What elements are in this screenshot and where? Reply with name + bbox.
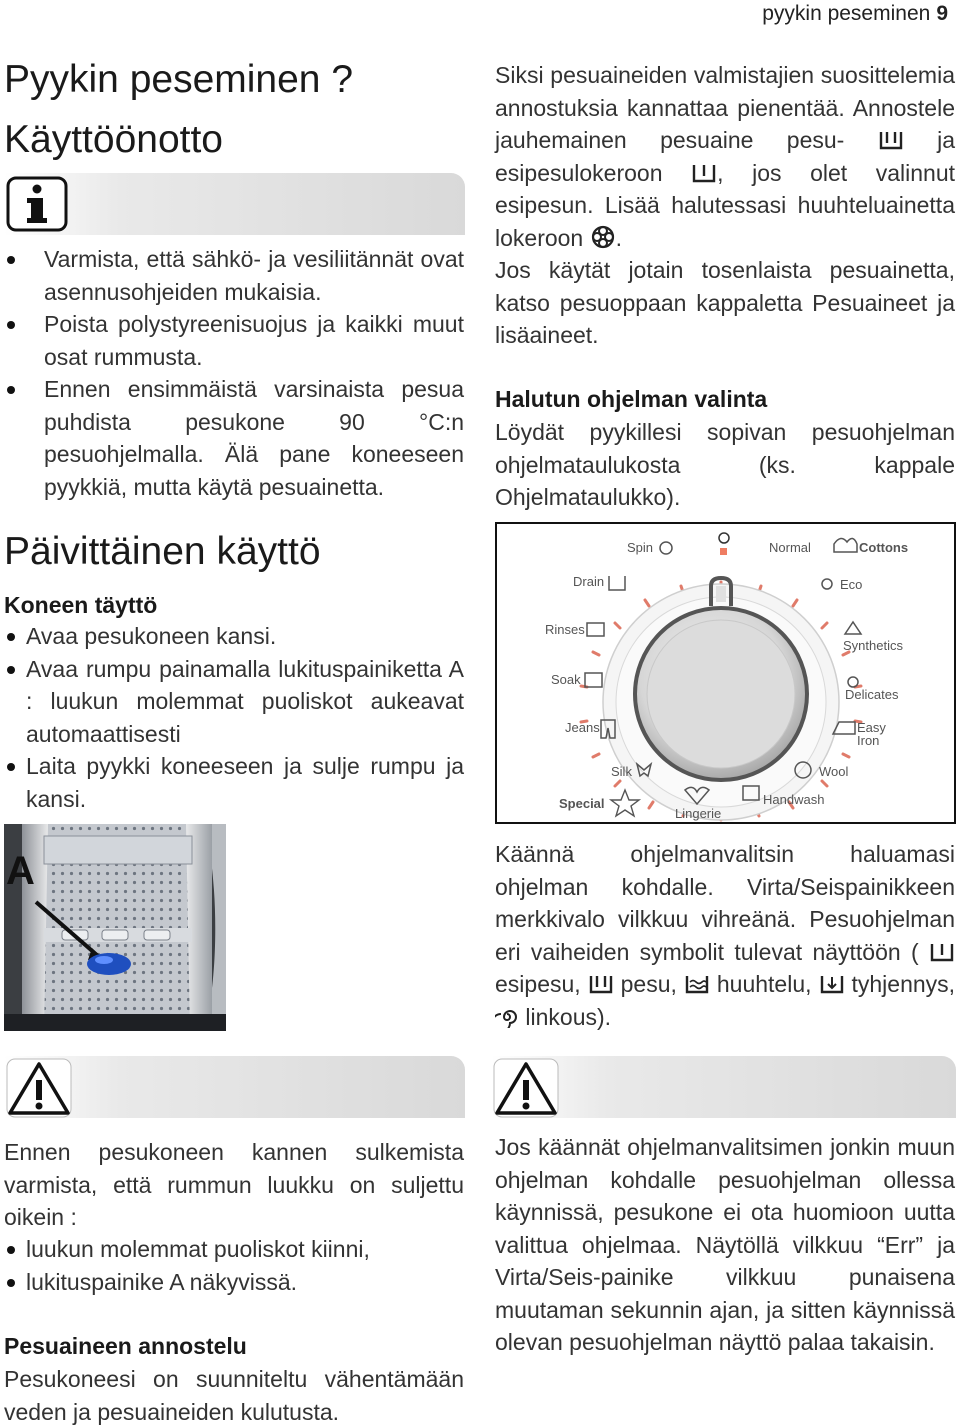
spin-icon — [495, 1006, 519, 1028]
program-dial-panel — [495, 522, 956, 824]
page-number: 9 — [936, 2, 948, 25]
info-list — [4, 243, 464, 503]
dial-label-rinses: Rinses — [545, 622, 585, 637]
section-title: Pyykin peseminen ? — [4, 58, 354, 101]
detergent-text: Pesukoneesi on suunniteltu vähentämään veden ja pesuaineiden kulutusta. — [4, 1366, 464, 1425]
warning-icon — [6, 1058, 72, 1118]
synthetics-icon — [845, 622, 861, 634]
turn-dial-paragraph — [495, 838, 955, 1033]
dial-label-normal: Normal — [769, 540, 811, 555]
info-band — [4, 173, 465, 235]
warning-text: Ennen pesukoneen kannen sulkemista varmista, että rummun luukku on suljettu oikein : — [4, 1139, 464, 1230]
info-icon — [6, 176, 68, 232]
delicates-icon — [848, 677, 858, 687]
running-header — [762, 2, 948, 26]
dial-label-synthetics: Synthetics — [843, 638, 903, 653]
program-text: Löydät pyykillesi sopivan pesuohjelman ohjelmataulukosta (ks. kappale Ohjelmataulukko). — [495, 419, 955, 510]
dial-label-iron: Iron — [857, 733, 880, 748]
warning-band-2 — [491, 1056, 956, 1118]
fill-heading: Koneen täyttö — [4, 592, 158, 618]
dosing-text-4: . — [615, 224, 623, 251]
turn-text-2: esipesu, — [495, 971, 581, 997]
list-item: Avaa rumpu painamalla lukituspainiketta A : luukun molemmat puoliskot aukeavat automaattisesti — [4, 653, 464, 751]
list-item: Varmista, että sähkö- ja vesiliitännät ovat asennusohjeiden mukaisia. — [4, 243, 464, 308]
lock-button-a — [87, 953, 131, 975]
rinse-icon — [684, 973, 710, 995]
drum-illustration — [4, 824, 464, 1031]
program-change-warning: Jos käännät ohjelmanvalitsimen jonkin muun ohjelman kohdalle pesuohjelman ollessa käynnissä, pesukone ei ota huomioon uutta valittua ohjelmaa. Näytöllä vilkkuu “Err” ja Virta/Seis-painike vilkkuu punaisena muutaman sekunnin ajan, ja sitten käynnissä olevan pesuohjelman näyttö palaa takaisin. — [495, 1134, 955, 1355]
spin-icon — [660, 542, 672, 554]
dosing-paragraph — [495, 59, 955, 254]
dial-label-jeans: Jeans — [565, 720, 600, 735]
label-a: A — [6, 849, 35, 893]
turn-text-1: Käännä ohjelmanvalitsin haluamasi ohjelman kohdalle. Virta/Seispainikkeen merkkivalo vilkkuu vihreänä. Pesuohjelman eri vaiheiden symbolit tulevat näyttöön ( — [495, 841, 955, 965]
prewash-icon — [929, 941, 955, 963]
dial-label-eco: Eco — [840, 577, 863, 592]
drain-icon — [609, 576, 625, 590]
cottons-icon — [834, 538, 857, 552]
dosing-text-1: Siksi pesuaineiden valmistajien suosittelemia annostuksia kannattaa pienentää. Annostele jauhemainen pesuaine pesu- — [495, 62, 955, 153]
daily-use-title: Päivittäinen käyttö — [4, 530, 321, 573]
program-dial — [497, 524, 954, 822]
dial-label-soak: Soak — [551, 672, 581, 687]
main-wash-compartment-icon — [878, 129, 904, 151]
dial-label-delicates: Delicates — [845, 687, 899, 702]
fill-list — [4, 620, 464, 815]
dial-label-silk: Silk — [611, 764, 632, 779]
list-item: Ennen ensimmäistä varsinaista pesua puhdista pesukone 90 °C:n pesuohjelmalla. Älä pane koneeseen pyykkiä, mutta käytä pesuainetta. — [4, 373, 464, 503]
prewash-compartment-icon — [691, 162, 717, 184]
detergent-heading: Pesuaineen annostelu — [4, 1333, 247, 1359]
list-item: Avaa pesukoneen kansi. — [4, 620, 464, 653]
soak-icon — [585, 673, 602, 687]
list-item: lukituspainike A näkyvissä. — [4, 1266, 464, 1299]
special-star-icon — [611, 790, 639, 816]
dosing-text-3: , jos olet valinnut esipesun. Lisää halutessasi huuhteluainetta lokeroon — [495, 159, 956, 251]
left-titles — [4, 50, 464, 170]
dosing-text-2: ja esipesulokeroon — [495, 127, 956, 186]
turn-text-5: tyhjennys, — [851, 971, 956, 997]
warning-icon — [493, 1058, 559, 1118]
turn-text-3: pesu, — [620, 971, 677, 997]
program-heading: Halutun ohjelman valinta — [495, 386, 768, 412]
dial-label-spin: Spin — [627, 540, 654, 555]
dial-label-easy: Easy — [857, 720, 886, 735]
dial-label-cottons: Cottons — [859, 540, 909, 555]
turn-text-6: linkous). — [525, 1003, 612, 1030]
list-item: Laita pyykki koneeseen ja sulje rumpu ja kansi. — [4, 750, 464, 815]
dial-label-drain: Drain — [573, 574, 605, 589]
softener-compartment-icon — [590, 225, 616, 249]
running-header-title: pyykin peseminen — [762, 2, 931, 25]
other-detergent-paragraph: Jos käytät jotain tosenlaista pesuainetta, katso pesuoppaan kappaletta Pesuaineet ja lisäaineet. — [495, 257, 955, 348]
drum-photo — [4, 824, 464, 1031]
dial-label-lingerie: Lingerie — [675, 806, 722, 821]
list-item: Poista polystyreenisuojus ja kaikki muut osat rummusta. — [4, 308, 464, 373]
dial-label-special: Special — [559, 796, 605, 811]
turn-text-4: huuhtelu, — [716, 971, 812, 997]
rinses-icon — [587, 623, 604, 636]
eco-icon — [822, 579, 832, 589]
dial-label-wool: Wool — [819, 764, 849, 779]
warning-band — [4, 1056, 465, 1118]
wash-icon — [588, 973, 614, 995]
drain-icon — [819, 973, 845, 995]
list-item: luukun molemmat puoliskot kiinni, — [4, 1233, 464, 1266]
subsection-title: Käyttöönotto — [4, 118, 223, 161]
warning-list — [4, 1233, 464, 1298]
dial-label-handwash: Handwash — [763, 792, 825, 807]
